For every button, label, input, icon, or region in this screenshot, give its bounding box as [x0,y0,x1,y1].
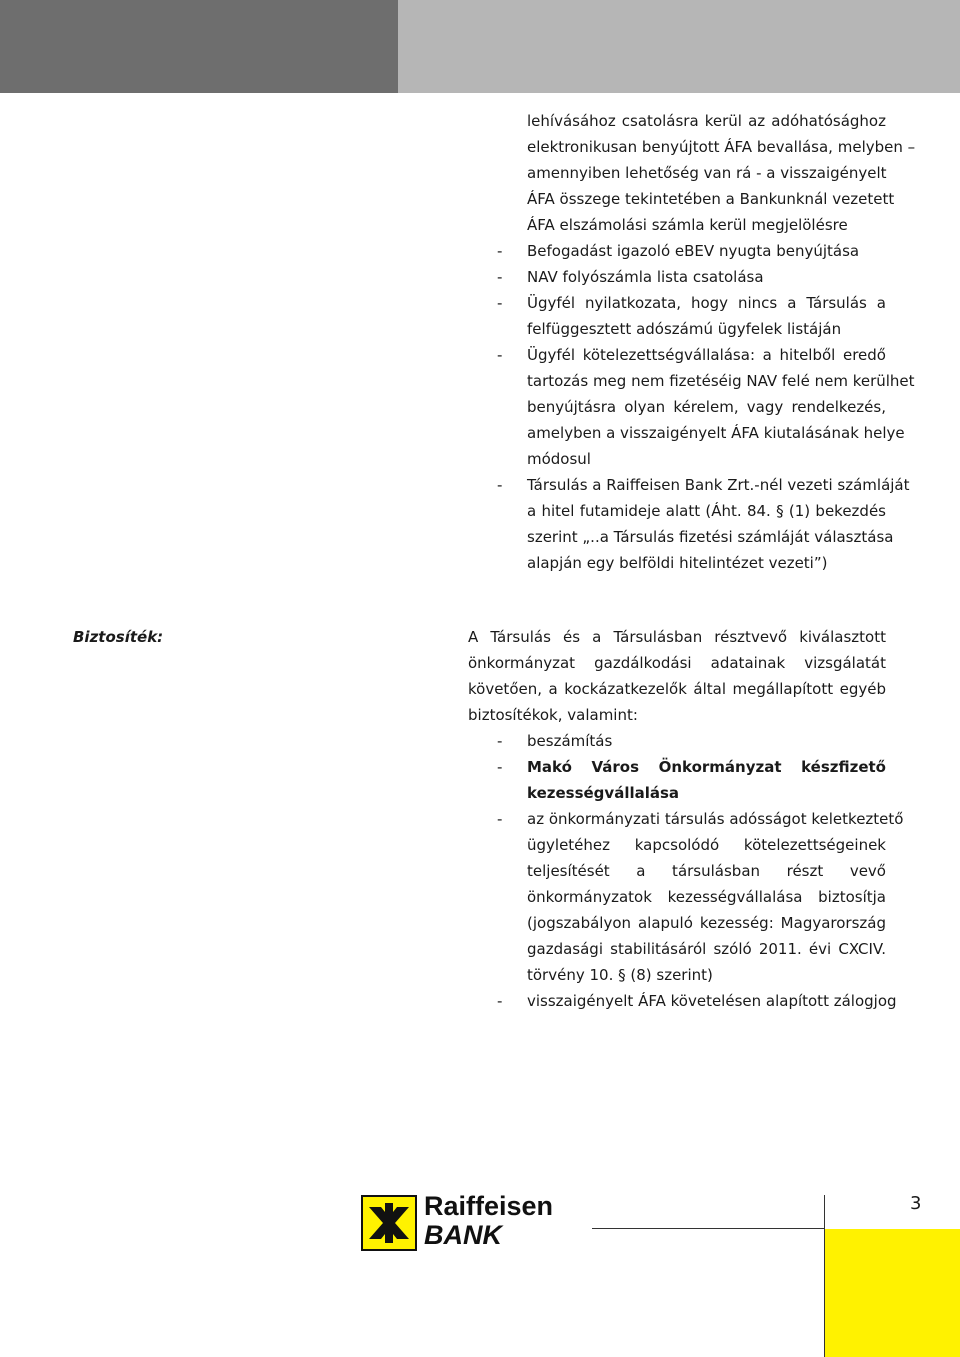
list-item-bold: Makó Város Önkormányzat készfizető [527,758,886,776]
list-item: Ügyfél kötelezettségvállalása: a hitelből eredő [527,346,886,364]
list-item: Társulás a Raiffeisen Bank Zrt.-nél vezeti számláját [527,476,910,494]
list-item: beszámítás [527,732,613,750]
list-dash: - [497,242,503,260]
raiffeisen-bank-logo [361,1191,571,1255]
list-item: Befogadást igazoló eBEV nyugta benyújtása [527,242,860,260]
list-item-cont: amelyben a visszaigényelt ÁFA kiutalásának helye [527,424,905,442]
list-dash: - [497,476,503,494]
text-line: A Társulás és a Társulásban résztvevő kiválasztott [468,628,886,646]
list-dash: - [497,992,503,1010]
list-item-cont: gazdasági stabilitásáról szóló 2011. évi CXCIV. [527,940,886,958]
list-dash: - [497,346,503,364]
text-line: biztosítékok, valamint: [468,706,638,724]
list-item-bold-cont: kezességvállalása [527,784,680,802]
logo-text-raiffeisen: Raiffeisen [424,1191,554,1221]
text-line: követően, a kockázatkezelők által megállapított egyéb [468,680,886,698]
text-line: lehívásához csatolásra kerül az adóhatósághoz [527,112,886,130]
text-line: ÁFA összege tekintetében a Bankunknál vezetett [527,190,895,208]
raiffeisen-gable-cross-icon [361,1195,417,1251]
list-item: NAV folyószámla lista csatolása [527,268,764,286]
list-item-cont: tartozás meg nem fizetéséig NAV felé nem kerülhet [527,372,915,390]
list-dash: - [497,758,503,776]
list-item-cont: teljesítését a társulásban részt vevő [527,862,886,880]
list-dash: - [497,294,503,312]
list-item-cont: törvény 10. § (8) szerint) [527,966,713,984]
text-line: amennyiben lehetőség van rá - a visszaigényelt [527,164,887,182]
list-item-cont: benyújtásra olyan kérelem, vagy rendelkezés, [527,398,886,416]
list-item-cont: módosul [527,450,591,468]
list-item: visszaigényelt ÁFA követelésen alapított zálogjog [527,992,897,1010]
text-line: ÁFA elszámolási számla kerül megjelölésre [527,216,848,234]
logo-text-bank: BANK [424,1220,502,1250]
header-band-dark [0,0,398,93]
list-item-cont: (jogszabályon alapuló kezesség: Magyarország [527,914,886,932]
text-line: önkormányzat gazdálkodási adatainak vizsgálatát [468,654,886,672]
footer-rule [592,1228,825,1229]
list-dash: - [497,268,503,286]
list-item: az önkormányzati társulás adósságot keletkeztető [527,810,904,828]
list-item-cont: önkormányzatok kezességvállalása biztosítja [527,888,886,906]
list-item: Ügyfél nyilatkozata, hogy nincs a Társulás a [527,294,886,312]
page-number: 3 [910,1193,922,1214]
header-band-light [398,0,960,93]
list-item-cont: a hitel futamideje alatt (Áht. 84. § (1) bekezdés [527,502,886,520]
list-dash: - [497,810,503,828]
list-item-cont: felfüggesztett adószámú ügyfelek listáján [527,320,842,338]
footer-yellow-block [825,1229,960,1357]
list-item-cont: alapján egy belföldi hitelintézet vezeti”) [527,554,828,572]
list-item-cont: szerint „..a Társulás fizetési számláját választása [527,528,894,546]
section-label-biztositek: Biztosíték: [73,628,164,646]
list-item-cont: ügyletéhez kapcsolódó kötelezettségeinek [527,836,886,854]
list-dash: - [497,732,503,750]
text-line: elektronikusan benyújtott ÁFA bevallása, melyben – [527,138,916,156]
